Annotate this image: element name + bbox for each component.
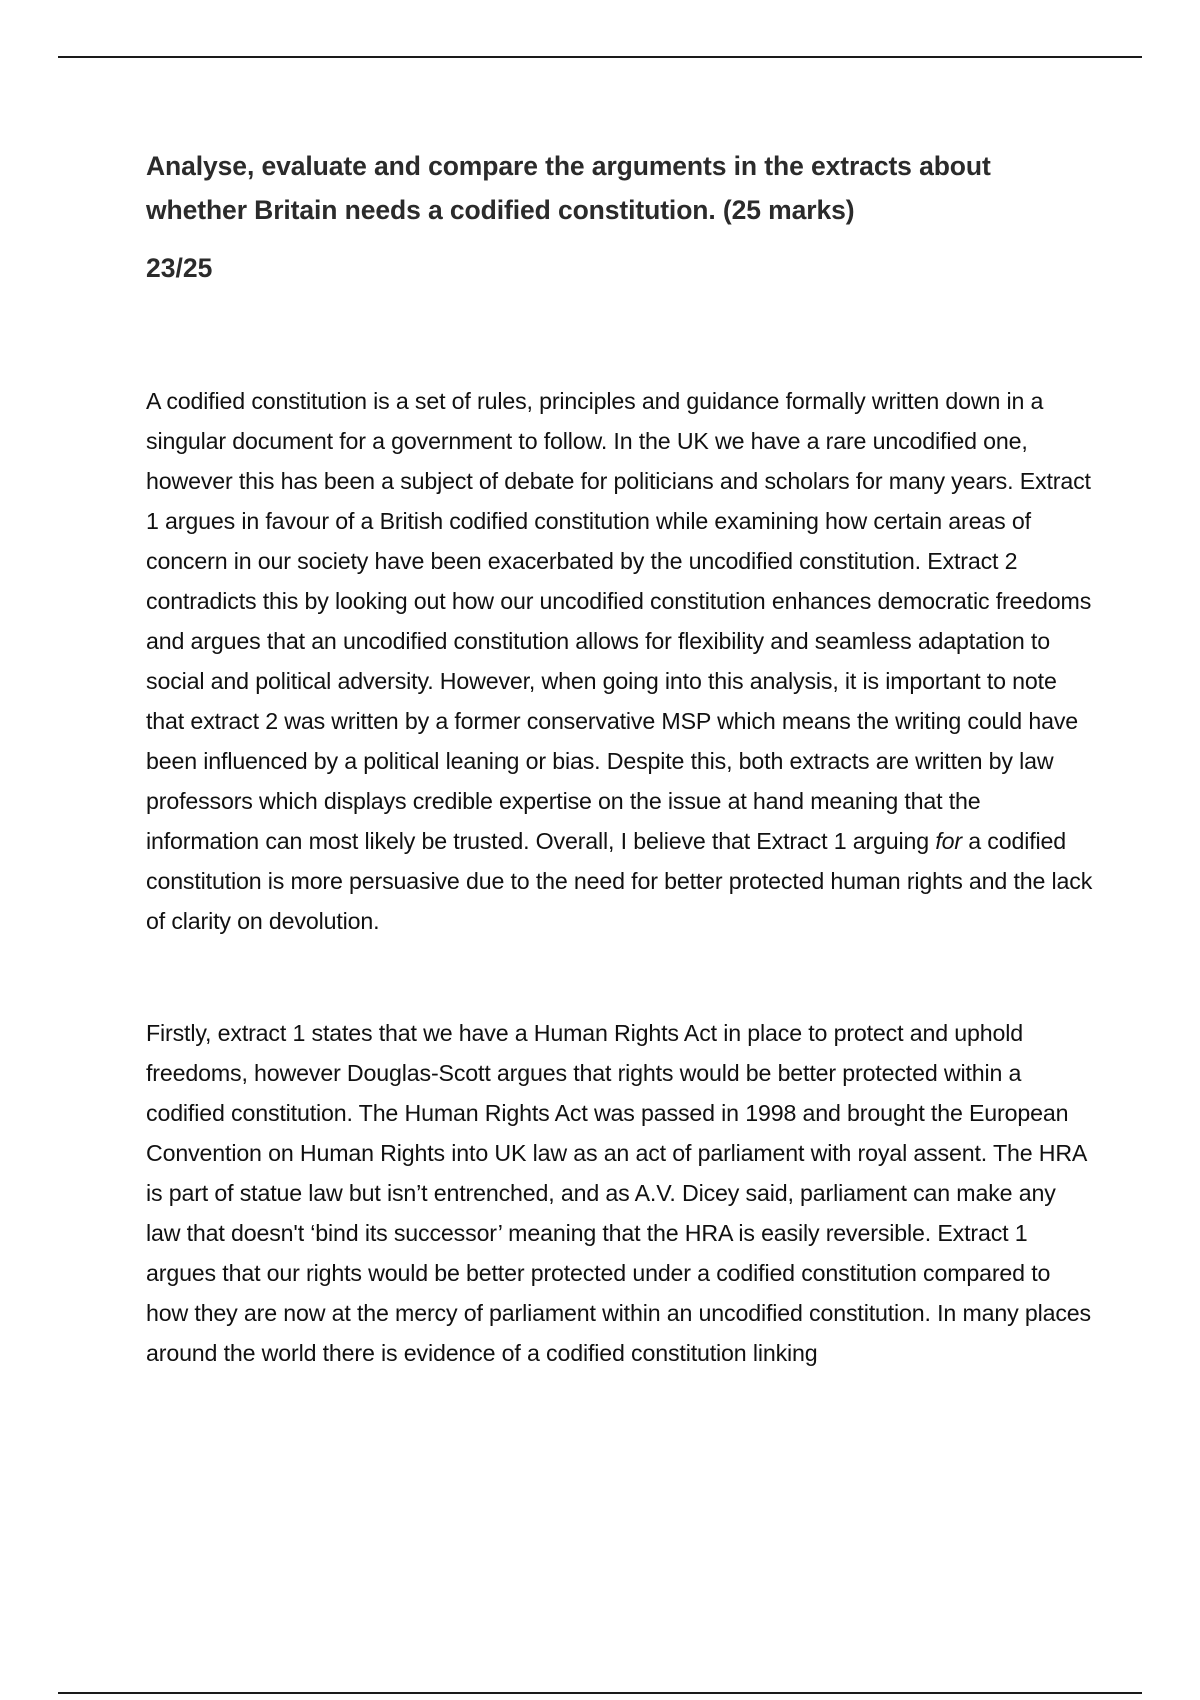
intro-text: A codified constitution is a set of rules, principles and guidance formally written down in a singular document for a government to follow. In the UK we have a rare uncodified one, however this has been a subject of debate for politicians and scholars for many years. Extract 1 argues in favour of a British codified constitution while examining how certain areas of concern in our society have been exacerbated by the uncodified constitution. Extract 2 contradicts this by looking out how our uncodified constitution enhances democratic freedoms and argues that an uncodified constitution allows for flexibility and seamless adaptation to social and political adversity. However, when going into this analysis, it is important to note that extract 2 was written by a former conservative MSP which means the writing could have been influenced by a political leaning or bias. Despite this, both extracts are written by law professors which displays credible expertise on the issue at hand meaning that the information can most likely be trusted. Overall, I believe that Extract 1 arguing bbox=[146, 388, 1092, 854]
top-divider bbox=[58, 56, 1142, 58]
intro-paragraph bbox=[146, 381, 1096, 941]
document-body bbox=[146, 144, 1096, 1373]
essay-question: Analyse, evaluate and compare the arguments in the extracts about whether Britain needs a codified constitution. (25 marks) bbox=[146, 151, 991, 225]
bottom-divider bbox=[58, 1692, 1142, 1694]
body-paragraph: Firstly, extract 1 states that we have a Human Rights Act in place to protect and uphold freedoms, however Douglas-Scott argues that rights would be better protected within a codified constitution. The Human Rights Act was passed in 1998 and brought the European Convention on Human Rights into UK law as an act of parliament with royal assent. The HRA is part of statue law but isn’t entrenched, and as A.V. Dicey said, parliament can make any law that doesn't ‘bind its successor’ meaning that the HRA is easily reversible. Extract 1 argues that our rights would be better protected under a codified constitution compared to how they are now at the mercy of parliament within an uncodified constitution. In many places around the world there is evidence of a codified constitution linking bbox=[146, 1020, 1091, 1366]
essay-score: 23/25 bbox=[146, 253, 213, 283]
intro-text-end: a codified constitution is more persuasive due to the need for better protected human rights and the lack of clarity on devolution. bbox=[146, 828, 1093, 934]
intro-emphasis: for bbox=[935, 828, 962, 854]
